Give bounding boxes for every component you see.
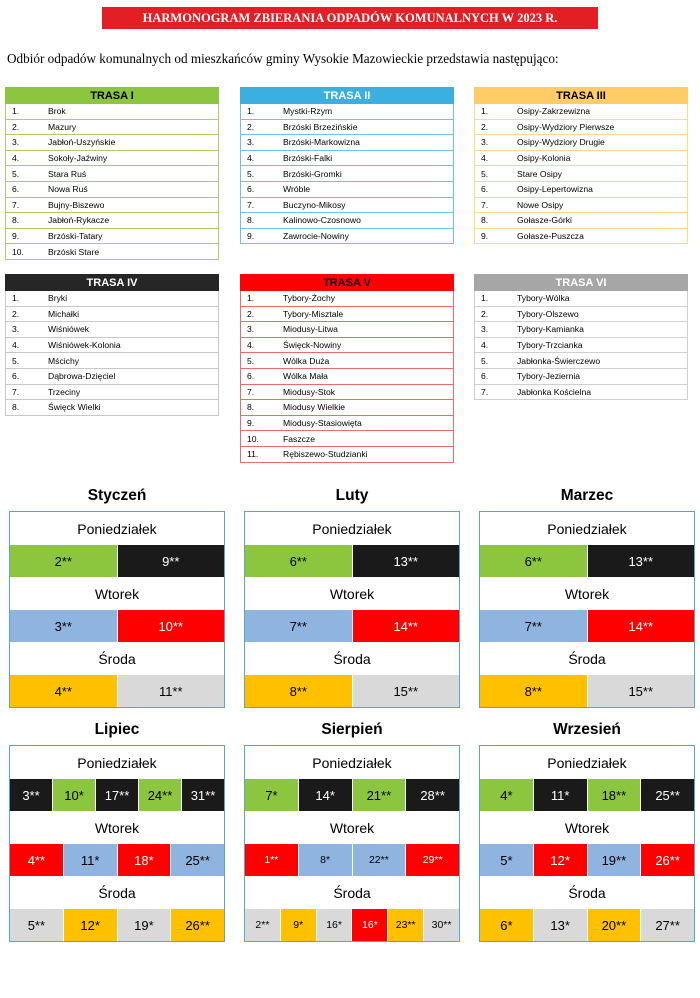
route-row-number: 9.	[247, 418, 255, 429]
route-row-number: 2.	[481, 308, 489, 319]
collection-date: 14**	[352, 610, 460, 642]
route-row-number: 2.	[481, 121, 489, 132]
route-row-village: Jabłoń-Rykacze	[48, 215, 110, 226]
date-row	[245, 909, 459, 941]
route-row	[474, 338, 688, 354]
date-row	[245, 675, 459, 707]
route-row-village: Kalinowo-Czosnowo	[283, 215, 361, 226]
collection-date: 28**	[405, 779, 459, 811]
route-row-number: 5.	[12, 355, 20, 366]
route-row	[240, 447, 454, 463]
route-row-number: 3.	[12, 137, 20, 148]
date-row	[480, 844, 694, 876]
route-row-village: Gołasze-Górki	[517, 215, 572, 226]
month-title: Luty	[335, 487, 369, 504]
date-row	[10, 779, 224, 811]
month-title: Wrzesień	[553, 721, 621, 738]
route-row-village: Osipy-Lepertowizna	[517, 184, 593, 195]
route-row-village: Tybory-Żochy	[283, 293, 336, 304]
route-row-village: Brzóski-Tatary	[48, 231, 103, 242]
collection-date: 12*	[63, 909, 117, 941]
collection-date: 3**	[10, 610, 117, 642]
route-table-3	[474, 87, 688, 244]
route-row-village: Buczyno-Mikosy	[283, 199, 346, 210]
route-header: TRASA IV	[5, 274, 219, 291]
collection-date: 7*	[245, 779, 298, 811]
collection-date: 26**	[640, 844, 694, 876]
route-row-number: 6.	[481, 371, 489, 382]
date-row	[480, 545, 694, 577]
collection-date: 2**	[245, 909, 280, 941]
route-row-number: 4.	[481, 340, 489, 351]
route-row	[240, 198, 454, 214]
route-row	[5, 104, 219, 120]
date-row	[10, 610, 224, 642]
route-row	[240, 151, 454, 167]
route-row-village: Miodusy-Stok	[283, 386, 336, 397]
route-row-number: 2.	[12, 308, 20, 319]
collection-date: 23**	[387, 909, 423, 941]
route-row-village: Mazury	[48, 121, 77, 132]
route-table-6	[474, 274, 688, 400]
route-row-village: Brzóski-Markowizna	[283, 137, 360, 148]
route-row-number: 5.	[247, 168, 255, 179]
weekday-label: Poniedziałek	[77, 754, 157, 771]
weekday-label: Środa	[98, 650, 136, 667]
month-calendar	[244, 511, 460, 708]
date-row	[10, 844, 224, 876]
month-calendar	[479, 511, 695, 708]
route-row-number: 3.	[247, 324, 255, 335]
route-row	[5, 120, 219, 136]
collection-date: 9*	[280, 909, 316, 941]
route-row-number: 3.	[481, 324, 489, 335]
collection-date: 10*	[52, 779, 95, 811]
weekday-label: Środa	[568, 650, 606, 667]
route-table-2	[240, 87, 454, 244]
collection-date: 6**	[245, 545, 352, 577]
collection-date: 8**	[245, 675, 352, 707]
route-row-number: 1.	[481, 293, 489, 304]
route-row-number: 8.	[12, 215, 20, 226]
route-row-number: 6.	[12, 184, 20, 195]
route-row	[240, 104, 454, 120]
route-row	[5, 151, 219, 167]
route-row-village: Osipy-Wydziory Pierwsze	[517, 121, 615, 132]
route-row-village: Miodusy Wielkie	[283, 402, 346, 413]
collection-date: 14**	[587, 610, 695, 642]
route-row	[240, 120, 454, 136]
weekday-label: Poniedziałek	[547, 754, 627, 771]
route-row-village: Osipy-Kolonia	[517, 153, 571, 164]
date-row	[480, 779, 694, 811]
collection-date: 5**	[10, 909, 63, 941]
route-row-number: 7.	[12, 199, 20, 210]
month-title: Styczeń	[87, 487, 147, 504]
collection-date: 20**	[587, 909, 641, 941]
route-row-number: 4.	[247, 340, 255, 351]
route-row-village: Osipy-Wydziory Drugie	[517, 137, 605, 148]
weekday-label: Wtorek	[329, 819, 375, 836]
route-row-village: Wólka Duża	[283, 355, 330, 366]
route-row	[474, 291, 688, 307]
route-row	[474, 385, 688, 401]
route-row-village: Rębiszewo-Studzianki	[283, 449, 368, 460]
route-row-number: 3.	[247, 137, 255, 148]
collection-date: 10**	[117, 610, 225, 642]
collection-date: 13**	[352, 545, 460, 577]
weekday-label: Wtorek	[94, 585, 140, 602]
date-row	[245, 545, 459, 577]
route-row	[240, 353, 454, 369]
route-row-village: Miodusy-Stasiowięta	[283, 418, 362, 429]
page-title: HARMONOGRAM ZBIERANIA ODPADÓW KOMUNALNYCH W 2023 R.	[102, 7, 598, 29]
route-row-village: Jabłonka-Świerczewo	[517, 355, 601, 366]
route-row-village: Brzóski Stare	[48, 246, 100, 257]
month-title: Marzec	[560, 487, 614, 504]
route-row-village: Brok	[48, 106, 66, 117]
collection-date: 15**	[352, 675, 460, 707]
route-row-number: 6.	[12, 371, 20, 382]
route-row-village: Faszcze	[283, 433, 315, 444]
route-row	[474, 135, 688, 151]
route-row-village: Wólka Mała	[283, 371, 328, 382]
route-row-number: 7.	[247, 199, 255, 210]
route-row	[240, 322, 454, 338]
route-row-number: 3.	[12, 324, 20, 335]
route-row	[474, 353, 688, 369]
collection-date: 13*	[533, 909, 587, 941]
collection-date: 4**	[10, 675, 117, 707]
route-row-village: Święck-Nowiny	[283, 340, 342, 351]
route-row-number: 4.	[12, 153, 20, 164]
route-row-village: Jabłonka Kościelna	[517, 386, 592, 397]
route-row-village: Święck Wielki	[48, 402, 101, 413]
route-table-1	[5, 87, 219, 260]
route-row-village: Sokoły-Jaźwiny	[48, 153, 108, 164]
collection-date: 4**	[10, 844, 63, 876]
collection-date: 3**	[10, 779, 52, 811]
route-header: TRASA II	[240, 87, 454, 104]
route-row	[474, 182, 688, 198]
route-row-number: 7.	[247, 386, 255, 397]
collection-date: 6**	[480, 545, 587, 577]
month-calendar	[479, 745, 695, 942]
route-row-village: Stara Ruś	[48, 168, 87, 179]
collection-date: 4*	[480, 779, 533, 811]
route-row-village: Brzóski-Gromki	[283, 168, 342, 179]
route-row	[5, 229, 219, 245]
route-row-number: 4.	[247, 153, 255, 164]
collection-date: 11*	[63, 844, 117, 876]
weekday-label: Środa	[333, 884, 371, 901]
route-row-village: Tybory-Wólka	[517, 293, 570, 304]
route-row	[5, 198, 219, 214]
route-row	[5, 338, 219, 354]
route-row-number: 5.	[12, 168, 20, 179]
date-row	[245, 844, 459, 876]
route-row-village: Wiśniówek-Kolonia	[48, 340, 121, 351]
route-row-number: 5.	[481, 168, 489, 179]
route-row	[474, 307, 688, 323]
route-row	[474, 166, 688, 182]
route-row-village: Trzeciny	[48, 386, 81, 397]
route-row	[5, 353, 219, 369]
route-row	[5, 369, 219, 385]
route-row-number: 6.	[481, 184, 489, 195]
route-row-number: 5.	[247, 355, 255, 366]
month-title: Sierpień	[321, 721, 383, 738]
route-row-number: 1.	[12, 293, 20, 304]
collection-date: 5*	[480, 844, 533, 876]
collection-date: 8**	[480, 675, 587, 707]
route-row	[474, 198, 688, 214]
collection-date: 8*	[298, 844, 352, 876]
collection-date: 16*	[316, 909, 352, 941]
route-row-village: Mścichy	[48, 355, 80, 366]
date-row	[245, 779, 459, 811]
month-calendar	[244, 745, 460, 942]
route-table-4	[5, 274, 219, 416]
collection-date: 19**	[587, 844, 641, 876]
route-row-number: 2.	[12, 121, 20, 132]
route-header: TRASA I	[5, 87, 219, 104]
route-row-number: 1.	[247, 106, 255, 117]
route-row	[240, 400, 454, 416]
route-row	[240, 369, 454, 385]
route-row-village: Tybory-Olszewo	[517, 308, 579, 319]
collection-date: 17**	[95, 779, 138, 811]
route-row	[240, 135, 454, 151]
route-row-number: 9.	[481, 231, 489, 242]
collection-date: 16*	[351, 909, 387, 941]
month-calendar	[9, 745, 225, 942]
route-row-number: 3.	[481, 137, 489, 148]
date-row	[480, 675, 694, 707]
collection-date: 19*	[117, 909, 171, 941]
route-row	[474, 104, 688, 120]
route-header: TRASA VI	[474, 274, 688, 291]
route-row	[5, 182, 219, 198]
route-row-village: Wróble	[283, 184, 311, 195]
route-row-village: Dąbrowa-Dzięciel	[48, 371, 116, 382]
date-row	[10, 909, 224, 941]
route-row-village: Tybory-Misztale	[283, 308, 344, 319]
route-row-number: 6.	[247, 184, 255, 195]
route-table-5	[240, 274, 454, 463]
collection-date: 27**	[640, 909, 694, 941]
date-row	[10, 545, 224, 577]
route-row-number: 9.	[12, 231, 20, 242]
route-row	[5, 385, 219, 401]
route-row-village: Brzóski-Falki	[283, 153, 333, 164]
route-row	[474, 369, 688, 385]
route-row	[5, 400, 219, 416]
route-row-number: 8.	[247, 215, 255, 226]
collection-date: 7**	[480, 610, 587, 642]
route-header: TRASA III	[474, 87, 688, 104]
route-row	[5, 291, 219, 307]
month-title: Lipiec	[94, 721, 140, 738]
date-row	[480, 610, 694, 642]
weekday-label: Poniedziałek	[547, 520, 627, 537]
route-row-number: 8.	[247, 402, 255, 413]
route-row-village: Jabłoń-Uszyńskie	[48, 137, 116, 148]
weekday-label: Wtorek	[564, 819, 610, 836]
collection-date: 25**	[170, 844, 224, 876]
collection-date: 24**	[138, 779, 181, 811]
route-header: TRASA V	[240, 274, 454, 291]
collection-date: 1**	[245, 844, 298, 876]
weekday-label: Poniedziałek	[312, 520, 392, 537]
collection-date: 14*	[298, 779, 352, 811]
weekday-label: Środa	[333, 650, 371, 667]
route-row-village: Tybory-Kamianka	[517, 324, 584, 335]
route-row-village: Wiśniówek	[48, 324, 90, 335]
route-row-village: Stare Osipy	[517, 168, 562, 179]
route-row-number: 5.	[481, 355, 489, 366]
route-row-number: 2.	[247, 308, 255, 319]
weekday-label: Poniedziałek	[312, 754, 392, 771]
route-row-village: Bujny-Biszewo	[48, 199, 105, 210]
route-row-village: Gołasze-Puszcza	[517, 231, 584, 242]
collection-date: 29**	[405, 844, 459, 876]
route-row	[240, 431, 454, 447]
route-row	[5, 244, 219, 260]
collection-date: 12*	[533, 844, 587, 876]
date-row	[10, 675, 224, 707]
route-row	[474, 151, 688, 167]
collection-date: 15**	[587, 675, 695, 707]
route-row-number: 7.	[481, 199, 489, 210]
weekday-label: Środa	[568, 884, 606, 901]
route-row	[240, 338, 454, 354]
route-row-number: 2.	[247, 121, 255, 132]
route-row-village: Tybory-Jeziernia	[517, 371, 581, 382]
collection-date: 13**	[587, 545, 695, 577]
route-row-number: 10.	[247, 433, 259, 444]
route-row-number: 8.	[12, 402, 20, 413]
collection-date: 18**	[587, 779, 641, 811]
date-row	[245, 610, 459, 642]
route-row-number: 1.	[12, 106, 20, 117]
date-row	[480, 909, 694, 941]
route-row-village: Nowe Osipy	[517, 199, 564, 210]
weekday-label: Wtorek	[329, 585, 375, 602]
month-calendar	[9, 511, 225, 708]
weekday-label: Poniedziałek	[77, 520, 157, 537]
route-row	[5, 322, 219, 338]
route-row-village: Mystki-Rzym	[283, 106, 333, 117]
route-row	[240, 416, 454, 432]
route-row	[240, 166, 454, 182]
collection-date: 6*	[480, 909, 533, 941]
collection-date: 21**	[352, 779, 406, 811]
route-row-number: 7.	[481, 386, 489, 397]
route-row	[240, 182, 454, 198]
route-row-number: 8.	[481, 215, 489, 226]
route-row-number: 11.	[247, 449, 259, 460]
route-row	[5, 166, 219, 182]
route-row	[5, 213, 219, 229]
route-row	[240, 291, 454, 307]
route-row	[474, 322, 688, 338]
route-row-number: 6.	[247, 371, 255, 382]
collection-date: 31**	[181, 779, 224, 811]
collection-date: 26**	[170, 909, 224, 941]
route-row	[240, 385, 454, 401]
route-row-village: Bryki	[48, 293, 68, 304]
collection-date: 2**	[10, 545, 117, 577]
route-row	[5, 307, 219, 323]
route-row-number: 4.	[481, 153, 489, 164]
route-row-village: Miodusy-Litwa	[283, 324, 338, 335]
route-row	[240, 229, 454, 245]
weekday-label: Wtorek	[94, 819, 140, 836]
route-row-village: Nowa Ruś	[48, 184, 88, 195]
route-row-number: 7.	[12, 386, 20, 397]
collection-date: 9**	[117, 545, 225, 577]
weekday-label: Wtorek	[564, 585, 610, 602]
route-row	[474, 229, 688, 245]
collection-date: 30**	[423, 909, 459, 941]
collection-date: 11*	[533, 779, 587, 811]
route-row	[474, 120, 688, 136]
collection-date: 7**	[245, 610, 352, 642]
route-row	[240, 213, 454, 229]
collection-date: 18*	[117, 844, 171, 876]
route-row	[474, 213, 688, 229]
route-row-village: Osipy-Zakrzewizna	[517, 106, 591, 117]
collection-date: 25**	[640, 779, 694, 811]
route-row-number: 1.	[481, 106, 489, 117]
route-row	[5, 135, 219, 151]
route-row-number: 1.	[247, 293, 255, 304]
weekday-label: Środa	[98, 884, 136, 901]
route-row-number: 9.	[247, 231, 255, 242]
collection-date: 22**	[352, 844, 406, 876]
route-row	[240, 307, 454, 323]
route-row-village: Michałki	[48, 308, 80, 319]
route-row-village: Zawrocie-Nowiny	[283, 231, 349, 242]
collection-date: 11**	[117, 675, 225, 707]
intro-text: Odbiór odpadów komunalnych od mieszkańców gminy Wysokie Mazowieckie przedstawia następująco:	[7, 51, 559, 66]
route-row-number: 10.	[12, 246, 24, 257]
route-row-village: Tybory-Trzcianka	[517, 340, 583, 351]
route-row-number: 4.	[12, 340, 20, 351]
route-row-village: Brzóski Brzezińskie	[283, 121, 358, 132]
